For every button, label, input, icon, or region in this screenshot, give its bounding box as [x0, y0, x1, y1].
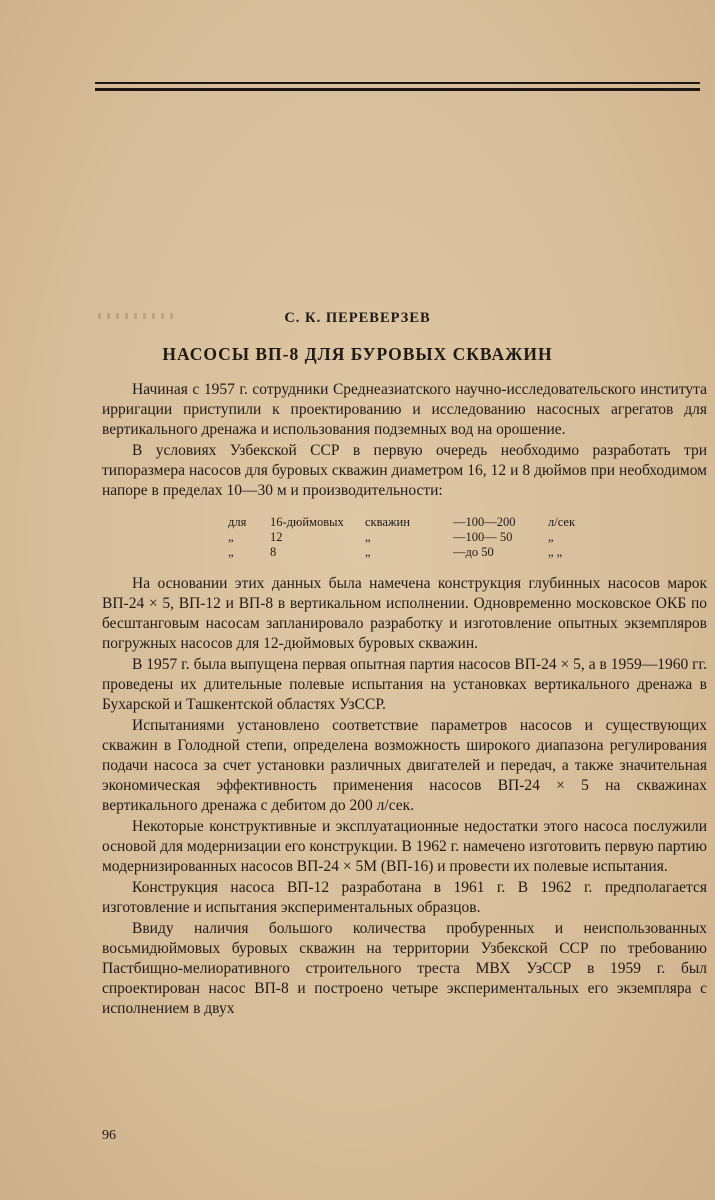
table-cell: л/сек	[548, 515, 576, 529]
page-number: 96	[102, 1128, 116, 1143]
table-cell: 12	[270, 530, 283, 544]
article-author: С. К. ПЕРЕВЕРЗЕВ	[284, 310, 431, 326]
table-cell: 8	[270, 545, 277, 559]
table-cell: „	[548, 530, 554, 544]
table-cell: „ „	[548, 545, 563, 559]
header-rule-thick	[95, 88, 700, 91]
table-cell: —100— 50	[453, 530, 513, 544]
table-cell: „	[228, 530, 234, 544]
table-cell: „	[365, 545, 371, 559]
table-cell: „	[228, 545, 234, 559]
article-title: НАСОСЫ ВП-8 ДЛЯ БУРОВЫХ СКВАЖИН	[162, 344, 553, 364]
table-cell: —до 50	[453, 545, 494, 559]
paragraph: Испытаниями установлено соответствие параметров насосов и существующих скважин в Голодной степи, определена возможность широкого диапазона регулирования подачи насоса за счет установки различных двигателей и передач, а также значительная экономическая эффективность применения насосов ВП-24 × 5 на скважинах вертикального дренажа с дебитом до 200 л/сек.	[102, 717, 707, 814]
table-cell: 16-дюймовых	[270, 515, 344, 529]
table-row	[228, 545, 707, 560]
paragraph: Начиная с 1957 г. сотрудники Среднеазиатского научно-исследовательского института ирригации приступили к проектированию и исследованию насосных агрегатов для вертикального дренажа и использования подземных вод на орошение.	[102, 381, 707, 438]
capacity-table	[228, 515, 707, 560]
paragraph: Некоторые конструктивные и эксплуатационные недостатки этого насоса послужили основой для модернизации его конструкции. В 1962 г. намечено изготовить первую партию модернизированных насосов ВП-24 × 5М (ВП-16) и провести их полевые испытания.	[102, 818, 707, 875]
table-row	[228, 530, 707, 545]
table-cell: —100—200	[453, 515, 516, 529]
paragraph: Конструкция насоса ВП-12 разработана в 1961 г. В 1962 г. предполагается изготовление и испытания экспериментальных образцов.	[102, 879, 707, 916]
paragraph: На основании этих данных была намечена конструкция глубинных насосов марок ВП-24 × 5, ВП-12 и ВП-8 в вертикальном исполнении. Одновременно московское ОКБ по бесштанговым насосам запланировало разработку и изготовление опытных экземпляров погружных насосов для 12-дюймовых буровых скважин.	[102, 575, 707, 652]
header-rule-thin	[95, 82, 700, 84]
paragraph: В условиях Узбекской ССР в первую очередь необходимо разработать три типоразмера насосов для буровых скважин диаметром 16, 12 и 8 дюймов при необходимом напоре в пределах 10—30 м и производительности:	[102, 442, 707, 499]
table-cell: для	[228, 515, 247, 529]
table-cell: скважин	[365, 515, 410, 529]
table-cell: „	[365, 530, 371, 544]
article-body	[102, 380, 707, 1019]
paragraph: Ввиду наличия большого количества пробуренных и неиспользованных восьмидюймовых буровых скважин на территории Узбекской ССР по требованию Пастбищно-мелиоративного строительного треста МВХ УзССР в 1959 г. был спроектирован насос ВП-8 и построено четыре экспериментальных его экземпляра с исполнением в двух	[102, 920, 707, 1017]
paragraph: В 1957 г. была выпущена первая опытная партия насосов ВП-24 × 5, а в 1959—1960 гг. проведены их длительные полевые испытания на установках вертикального дренажа в Бухарской и Ташкентской областях УзССР.	[102, 656, 707, 713]
table-row	[228, 515, 707, 530]
